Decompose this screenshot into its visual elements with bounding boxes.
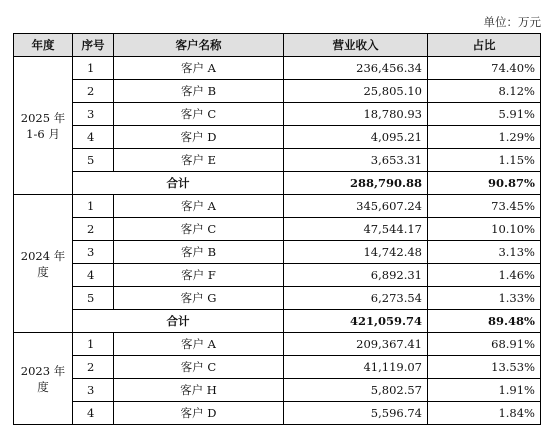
table-row xyxy=(14,149,541,172)
table-row xyxy=(14,126,541,149)
revenue-cell: 5,596.74 xyxy=(284,402,428,425)
total-label: 合计 xyxy=(73,310,284,333)
customer-revenue-table xyxy=(13,33,541,425)
table-row xyxy=(14,103,541,126)
seq-cell: 2 xyxy=(73,218,114,241)
table-row xyxy=(14,333,541,356)
share-cell: 5.91% xyxy=(428,103,541,126)
table-row xyxy=(14,287,541,310)
total-row xyxy=(14,172,541,195)
table-row xyxy=(14,57,541,80)
table-body xyxy=(14,57,541,425)
share-cell: 13.53% xyxy=(428,356,541,379)
total-revenue-cell: 421,059.74 xyxy=(284,310,428,333)
revenue-cell: 209,367.41 xyxy=(284,333,428,356)
share-cell: 74.40% xyxy=(428,57,541,80)
table-row xyxy=(14,241,541,264)
total-revenue-cell: 288,790.88 xyxy=(284,172,428,195)
table-header-row xyxy=(14,34,541,57)
revenue-cell: 47,544.17 xyxy=(284,218,428,241)
revenue-cell: 41,119.07 xyxy=(284,356,428,379)
seq-cell: 2 xyxy=(73,80,114,103)
period-cell xyxy=(14,333,73,425)
seq-cell: 5 xyxy=(73,287,114,310)
share-cell: 73.45% xyxy=(428,195,541,218)
seq-cell: 5 xyxy=(73,149,114,172)
share-cell: 1.46% xyxy=(428,264,541,287)
share-cell: 68.91% xyxy=(428,333,541,356)
table-row xyxy=(14,218,541,241)
seq-cell: 1 xyxy=(73,57,114,80)
customer-cell: 客户 A xyxy=(114,333,284,356)
unit-label: 单位：万元 xyxy=(483,15,541,29)
table-row xyxy=(14,379,541,402)
period-cell xyxy=(14,195,73,333)
revenue-cell: 5,802.57 xyxy=(284,379,428,402)
share-cell: 1.29% xyxy=(428,126,541,149)
customer-cell: 客户 A xyxy=(114,57,284,80)
customer-cell: 客户 E xyxy=(114,149,284,172)
revenue-cell: 14,742.48 xyxy=(284,241,428,264)
table-row xyxy=(14,264,541,287)
period-cell xyxy=(14,57,73,195)
revenue-cell: 6,892.31 xyxy=(284,264,428,287)
total-share-cell: 90.87% xyxy=(428,172,541,195)
customer-cell: 客户 C xyxy=(114,356,284,379)
customer-cell: 客户 B xyxy=(114,80,284,103)
total-row xyxy=(14,310,541,333)
customer-cell: 客户 C xyxy=(114,103,284,126)
seq-cell: 3 xyxy=(73,241,114,264)
share-cell: 10.10% xyxy=(428,218,541,241)
customer-cell: 客户 G xyxy=(114,287,284,310)
customer-cell: 客户 A xyxy=(114,195,284,218)
seq-cell: 3 xyxy=(73,379,114,402)
customer-cell: 客户 D xyxy=(114,402,284,425)
share-cell: 8.12% xyxy=(428,80,541,103)
revenue-cell: 4,095.21 xyxy=(284,126,428,149)
seq-cell: 1 xyxy=(73,333,114,356)
total-label: 合计 xyxy=(73,172,284,195)
revenue-cell: 236,456.34 xyxy=(284,57,428,80)
table-row xyxy=(14,195,541,218)
table-row xyxy=(14,80,541,103)
table-row xyxy=(14,356,541,379)
revenue-cell: 6,273.54 xyxy=(284,287,428,310)
share-cell: 1.91% xyxy=(428,379,541,402)
share-cell: 1.15% xyxy=(428,149,541,172)
period-label: 2023 年度 xyxy=(20,363,66,394)
header-seq: 序号 xyxy=(73,34,114,57)
customer-cell: 客户 D xyxy=(114,126,284,149)
share-cell: 3.13% xyxy=(428,241,541,264)
header-year: 年度 xyxy=(14,34,73,57)
seq-cell: 4 xyxy=(73,264,114,287)
customer-cell: 客户 H xyxy=(114,379,284,402)
revenue-cell: 345,607.24 xyxy=(284,195,428,218)
customer-cell: 客户 F xyxy=(114,264,284,287)
revenue-cell: 3,653.31 xyxy=(284,149,428,172)
table-row xyxy=(14,402,541,425)
header-customer: 客户名称 xyxy=(114,34,284,57)
revenue-cell: 25,805.10 xyxy=(284,80,428,103)
revenue-cell: 18,780.93 xyxy=(284,103,428,126)
total-share-cell: 89.48% xyxy=(428,310,541,333)
share-cell: 1.84% xyxy=(428,402,541,425)
seq-cell: 4 xyxy=(73,126,114,149)
header-revenue: 营业收入 xyxy=(284,34,428,57)
seq-cell: 2 xyxy=(73,356,114,379)
customer-cell: 客户 C xyxy=(114,218,284,241)
share-cell: 1.33% xyxy=(428,287,541,310)
period-label: 2025 年 1-6 月 xyxy=(20,110,66,141)
seq-cell: 4 xyxy=(73,402,114,425)
period-label: 2024 年度 xyxy=(20,248,66,279)
seq-cell: 1 xyxy=(73,195,114,218)
header-share: 占比 xyxy=(428,34,541,57)
customer-cell: 客户 B xyxy=(114,241,284,264)
seq-cell: 3 xyxy=(73,103,114,126)
